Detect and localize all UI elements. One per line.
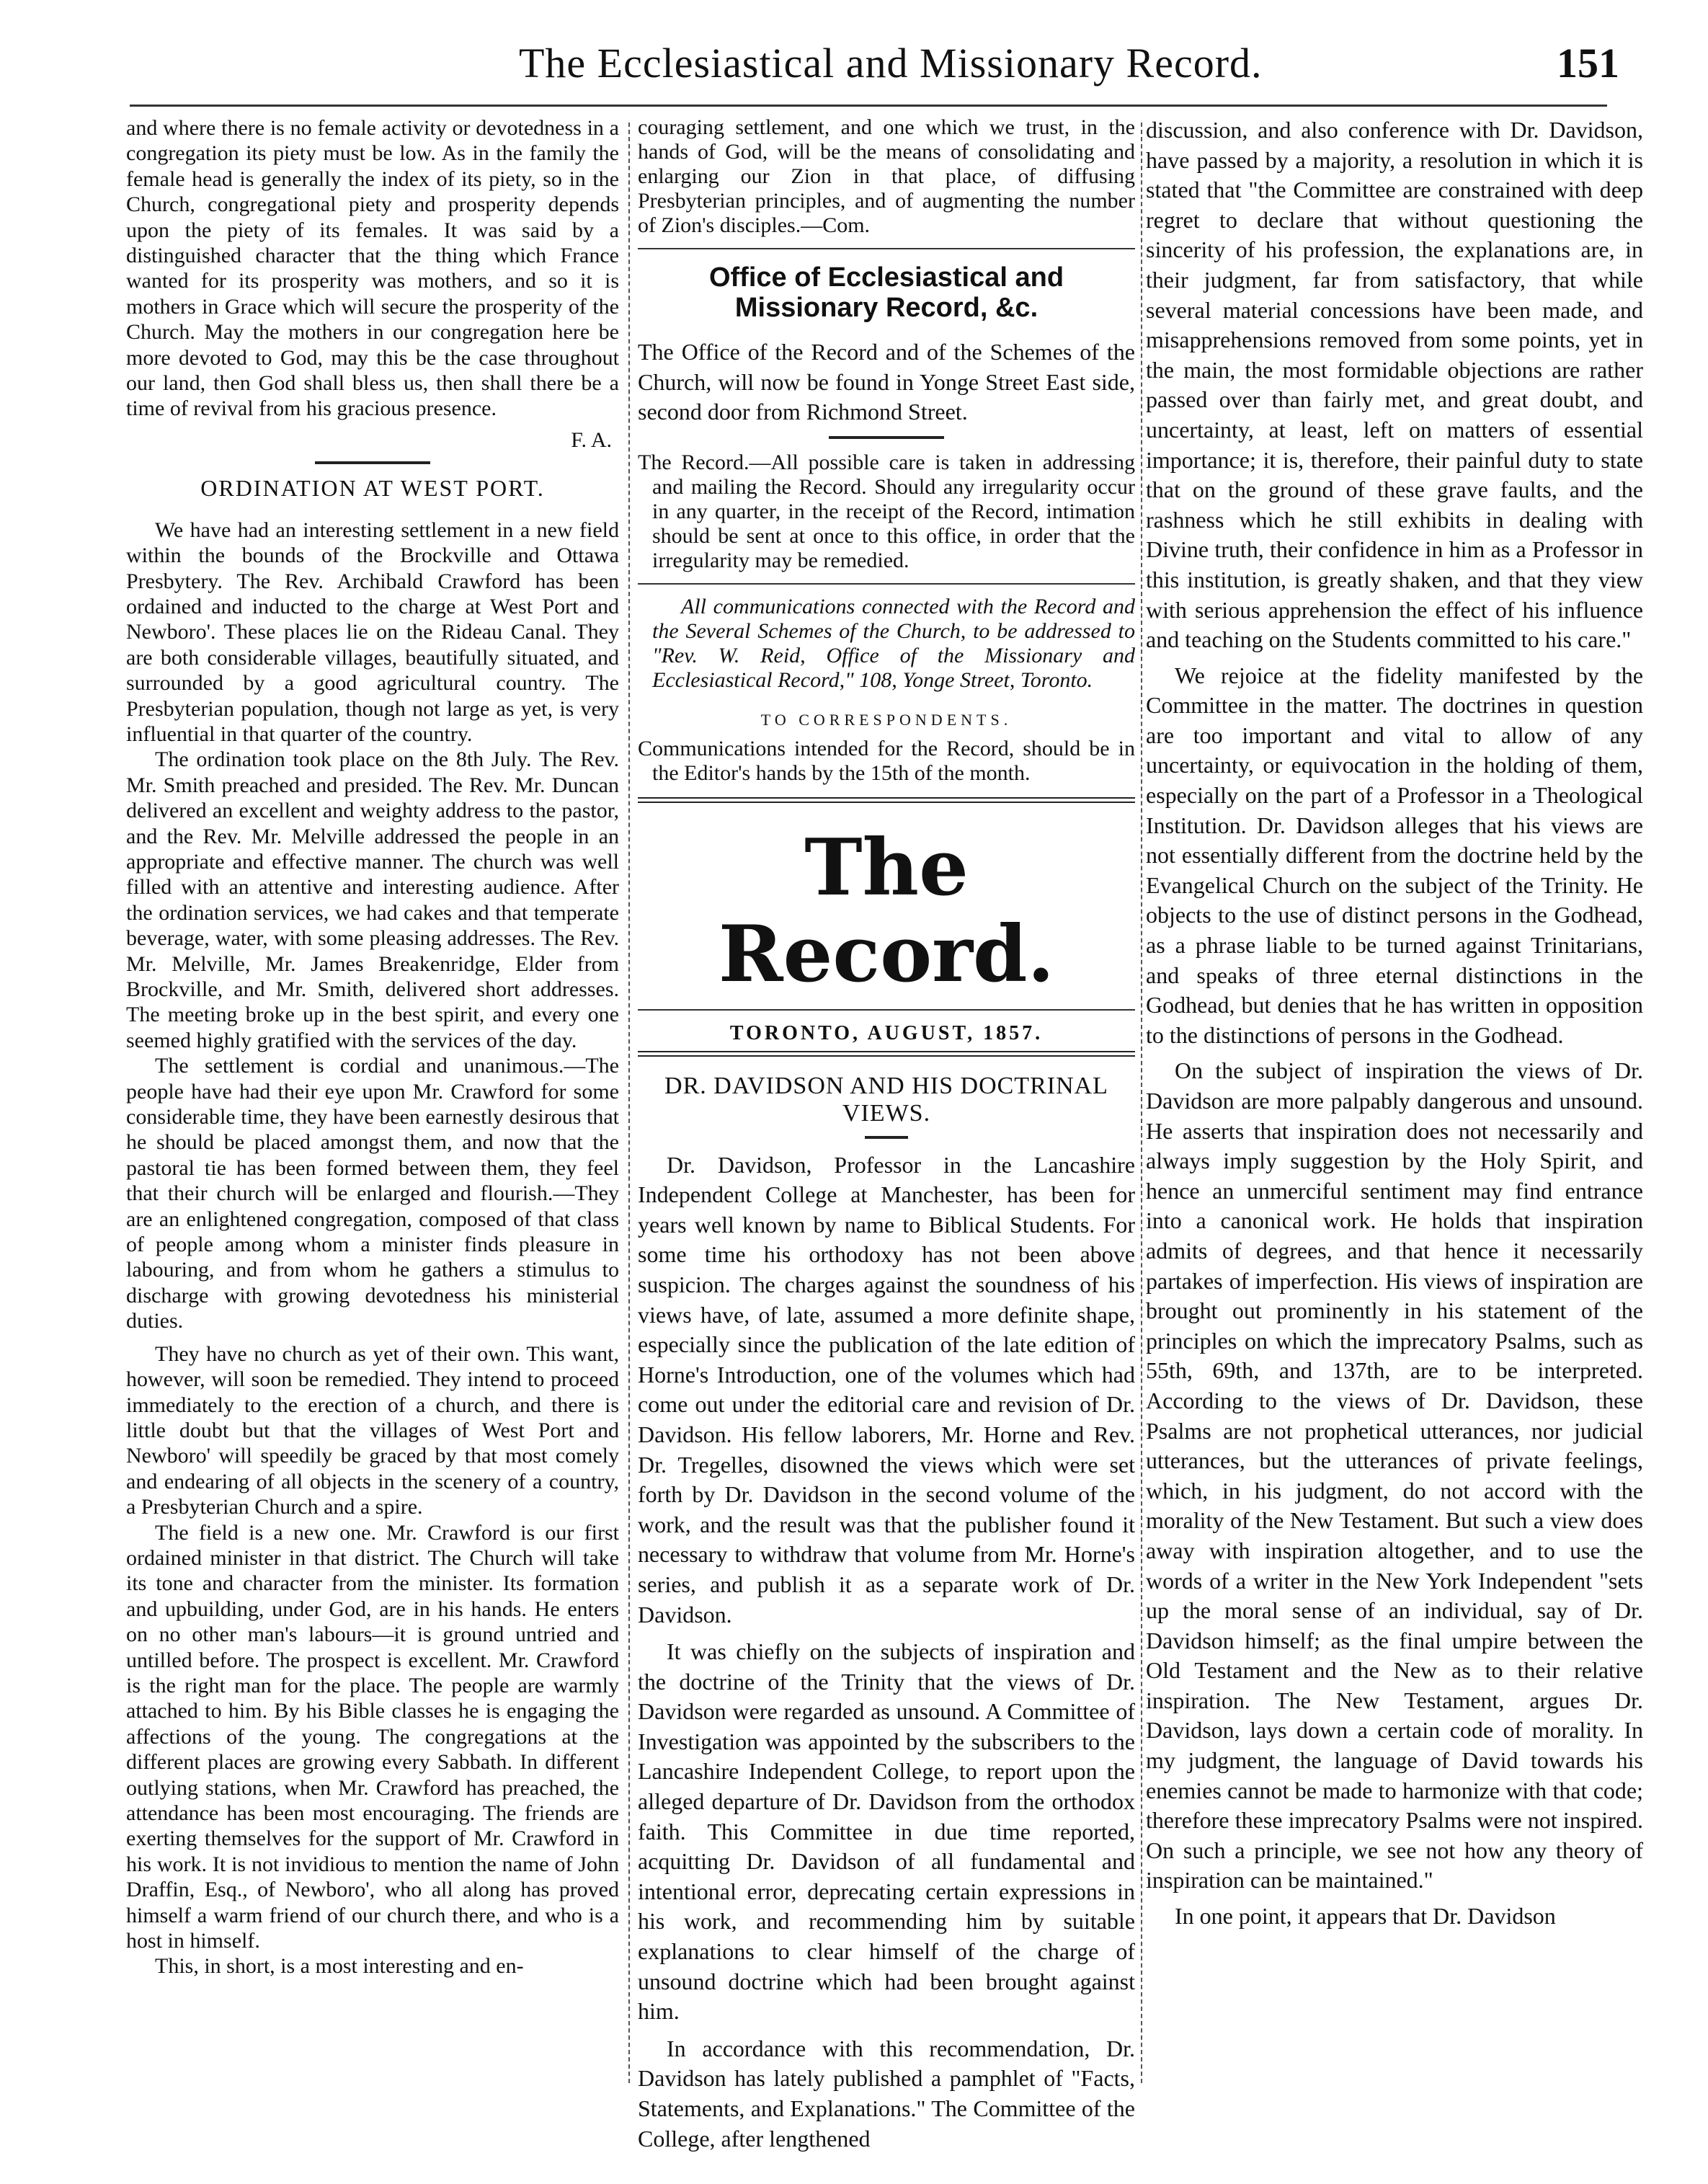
header-rule bbox=[130, 105, 1607, 107]
record-notice: The Record.—All possible care is taken in addressing and mailing the Record. Should any irregularity occur in any quarter, in the receipt of the Record, intimation should be sent at once to this office, in order that the irregularity may be remedied. bbox=[638, 450, 1135, 572]
article-paragraph: Dr. Davidson, Professor in the Lancashire Independent College at Manchester, has been for years well known by name to Biblical Students. For some time his orthodoxy has not been above suspicion. The charges against the soundness of his views have, of late, assumed a more definite shape, especially since the publication of the late edition of Horne's Introduction, one of the volumes which had come out under the editorial care and revision of Dr. Davidson. His fellow laborers, Mr. Horne and Rev. Dr. Tregelles, disowned the views which were set forth by Dr. Davidson in the second volume of the work, and the result was that the publisher found it necessary to withdraw that volume from Mr. Horne's series, and publish it as a separate work of Dr. Davidson. bbox=[638, 1151, 1135, 1628]
column-divider-1 bbox=[628, 123, 630, 2083]
intro-paragraph: and where there is no female activity or devotedness in a congregation its piety must be low. As in the family the female head is generally the index of its piety, so in the Church, congregational piety and prosperity depends upon the piety of its females. It was said by a distinguished character that the thing which France wanted for its prosperity was mothers, and so it is mothers in Grace which will secure the prosperity of the Church. May the mothers in our congregation here be more devoted to God, may this be the case throughout our land, then God shall bless us, then shall there be a time of revival from his gracious presence. bbox=[126, 116, 619, 421]
article-paragraph: discussion, and also conference with Dr. Davidson, have passed by a majority, a resolution in which it is stated that "the Committee are constrained with deep regret to declare that without questioning the sincerity of his profession, the explanations are, in their judgment, far from satisfactory, that while several material concessions have been made, and misapprehensions removed from some points, yet in the main, the most formidable objections are rather passed over than fairly met, and great doubt, and uncertainty, at least, left on matters of essential importance; it is, therefore, their painful duty to state that on the ground of these grave faults, and the rashness which he still exhibits in dealing with Divine truth, their confidence in him as a Professor in this institution, is greatly shaken, and that they view with serious apprehension the effect of his influence and teaching on the Students committed to his care." bbox=[1146, 117, 1643, 653]
ordination-paragraph: The settlement is cordial and unanimous.—The people have had their eye upon Mr. Crawford for some considerable time, they have been earnestly desirous that he should be placed amongst them, and now that the pastoral tie has been formed between them, they feel that their church will be enlarged and flourish.—They are an enlightened congregation, composed of that class of people among whom a minister finds pleasure in labouring, and from whom he gathers a stimulus to discharge with growing devotedness his ministerial duties. bbox=[126, 1054, 619, 1333]
ordination-paragraph: The field is a new one. Mr. Crawford is our first ordained minister in that district. The Church will take its tone and character from the minister. Its formation and upbuilding, under God, are in his hands. He enters on no other man's labours—it is ground untried and untilled before. The prospect is excellent. Mr. Crawford is the right man for the place. The people are warmly attached to him. By his Bible classes he is engaging the affections of the young. The congregations at the different places are growing every Sabbath. In different outlying stations, when Mr. Crawford has preached, the attendance has been most encouraging. The friends are exerting themselves for the support of Mr. Crawford in his work. It is not invidious to mention the name of John Draffin, Esq., of Newboro', who all along has proved himself a warm friend of our church there, and who is a host in himself. bbox=[126, 1520, 619, 1953]
short-rule bbox=[829, 436, 944, 439]
double-rule bbox=[638, 797, 1135, 803]
ordination-heading: ORDINATION AT WEST PORT. bbox=[200, 475, 545, 502]
rule bbox=[638, 583, 1135, 585]
ordination-paragraph: They have no church as yet of their own. This want, however, will soon be remedied. They intend to proceed immediately to the erection of a church, and there is little doubt but that the villages of West Port and Newboro' will speedily be graced by that most comely and endearing of all objects in the scenery of a country, a Presbyterian Church and a spire. bbox=[126, 1341, 619, 1519]
communications-notice: All communications connected with the Record and the Several Schemes of the Church, to be addressed to "Rev. W. Reid, Office of the Missionary and Ecclesiastical Record," 108, Yonge Street, Toronto. bbox=[652, 594, 1135, 692]
rule bbox=[638, 248, 1135, 249]
column-2 bbox=[638, 115, 1135, 2152]
continuation-paragraph: couraging settlement, and one which we trust, in the hands of God, will be the means of consolidating and enlarging our Zion in that place, of diffusing Presbyterian principles, and of augmenting the number of Zion's disciples.—Com. bbox=[638, 115, 1135, 237]
running-title: The Ecclesiastical and Missionary Record. bbox=[519, 40, 1263, 86]
short-rule bbox=[315, 461, 430, 464]
page-header bbox=[0, 0, 1708, 108]
rule bbox=[638, 1009, 1135, 1011]
article-paragraph: We rejoice at the fidelity manifested by the Committee in the matter. The doctrines in question are too important and vital to allow of any uncertainty, or equivocation in the holding of them, especially on the part of a Professor in a Theological Institution. Dr. Davidson alleges that his views are not essentially different from the doctrine held by the Evangelical Church on the subject of the Trinity. He objects to the use of distinct persons in the Godhead, as a phrase liable to be turned against Trinitarians, and speaks of three eternal distinctions in the Godhead, but denies that he has written in opposition to the distinctions of persons in the Godhead. bbox=[1146, 662, 1643, 1048]
signature: F. A. bbox=[571, 427, 612, 452]
masthead: The Record. bbox=[718, 822, 1055, 1000]
article-paragraph: In accordance with this recommendation, Dr. Davidson has lately published a pamphlet of "Facts, Statements, and Explanations." The Committee of the College, after lengthened bbox=[638, 2035, 1135, 2152]
ordination-paragraph: We have had an interesting settlement in a new field within the bounds of the Brockville and Ottawa Presbytery. The Rev. Archibald Crawford has been ordained and inducted to the charge at West Port and Newboro'. These places lie on the Rideau Canal. They are both considerable villages, beautifully situated, and surrounded by a good agricultural country. The Presbyterian population, though not large as yet, is very influential in that quarter of the country. bbox=[126, 518, 619, 746]
dateline: TORONTO, AUGUST, 1857. bbox=[729, 1022, 1044, 1045]
column-3 bbox=[1146, 115, 1643, 2105]
column-1 bbox=[126, 115, 619, 2090]
article-heading: DR. DAVIDSON AND HIS DOCTRINAL VIEWS. bbox=[664, 1072, 1108, 1127]
article-paragraph: On the subject of inspiration the views of Dr. Davidson are more palpably dangerous and unsound. He asserts that inspiration does not necessarily and always imply suggestion by the Holy Spirit, and hence an unmerciful sentiment may find entrance into a canonical work. He holds that inspiration admits of degrees, and that hence it necessarily partakes of imperfection. His views of inspiration are brought out prominently in his statement of the principles on which the imprecatory Psalms, such as 55th, 69th, and 137th, are to be interpreted. According to the views of Dr. Davidson, these Psalms are not prophetical utterances, nor judicial utterances, but the utterances of private feelings, which, in his judgment, do not accord with the morality of the New Testament. But such a view does away with inspiration altogether, and to use the words of a writer in the New York Independent "sets up the moral sense of an individual, say of Dr. Davidson himself; as the final umpire between the Old Testament and the New as to their relative inspiration. The New Testament, argues Dr. Davidson, lays down a certain code of morality. In my judgment, the language of David towards his enemies cannot be made to harmonize with that code; therefore these imprecatory Psalms were not inspired. On such a principle, we see not how any theory of inspiration can be maintained." bbox=[1146, 1057, 1643, 1894]
column-divider-2 bbox=[1141, 123, 1142, 2083]
correspondents-heading: TO CORRESPONDENTS. bbox=[760, 710, 1013, 729]
office-text: The Office of the Record and of the Schemes of the Church, will now be found in Yonge Street East side, second door from Richmond Street. bbox=[638, 339, 1135, 425]
office-heading: Office of Ecclesiastical and Missionary Record, &c. bbox=[708, 262, 1064, 323]
short-rule bbox=[865, 1136, 908, 1139]
page-number: 151 bbox=[1557, 40, 1619, 86]
ordination-paragraph: This, in short, is a most interesting and en- bbox=[155, 1954, 524, 1979]
double-rule bbox=[638, 1051, 1135, 1057]
ordination-paragraph: The ordination took place on the 8th July. The Rev. Mr. Smith preached and presided. The Rev. Mr. Duncan delivered an excellent and weighty address to the pastor, and the Rev. Mr. Melville addressed the people in an appropriate and effective manner. The church was well filled with an attentive and interesting audience. After the ordination services, we had cakes and that temperate beverage, water, with some pleasing addresses. The Rev. Mr. Melville, Mr. James Breakenridge, Elder from Brockville, and Mr. Smith, delivered short addresses. The meeting broke up in the best spirit, and every one seemed highly gratified with the services of the day. bbox=[126, 747, 619, 1052]
article-paragraph: It was chiefly on the subjects of inspiration and the doctrine of the Trinity that the views of Dr. Davidson were regarded as unsound. A Committee of Investigation was appointed by the subscribers to the Lancashire Independent College, to report upon the alleged departure of Dr. Davidson from the orthodox faith. This Committee in due time reported, acquitting Dr. Davidson of all fundamental and intentional error, deprecating certain expressions in his work, and recommending him by suitable explanations to clear himself of the charge of unsound doctrine which had been brought against him. bbox=[638, 1638, 1135, 2025]
article-paragraph: In one point, it appears that Dr. Davidson bbox=[1175, 1903, 1556, 1930]
correspondents-text: Communications intended for the Record, should be in the Editor's hands by the 15th of the month. bbox=[638, 737, 1135, 786]
